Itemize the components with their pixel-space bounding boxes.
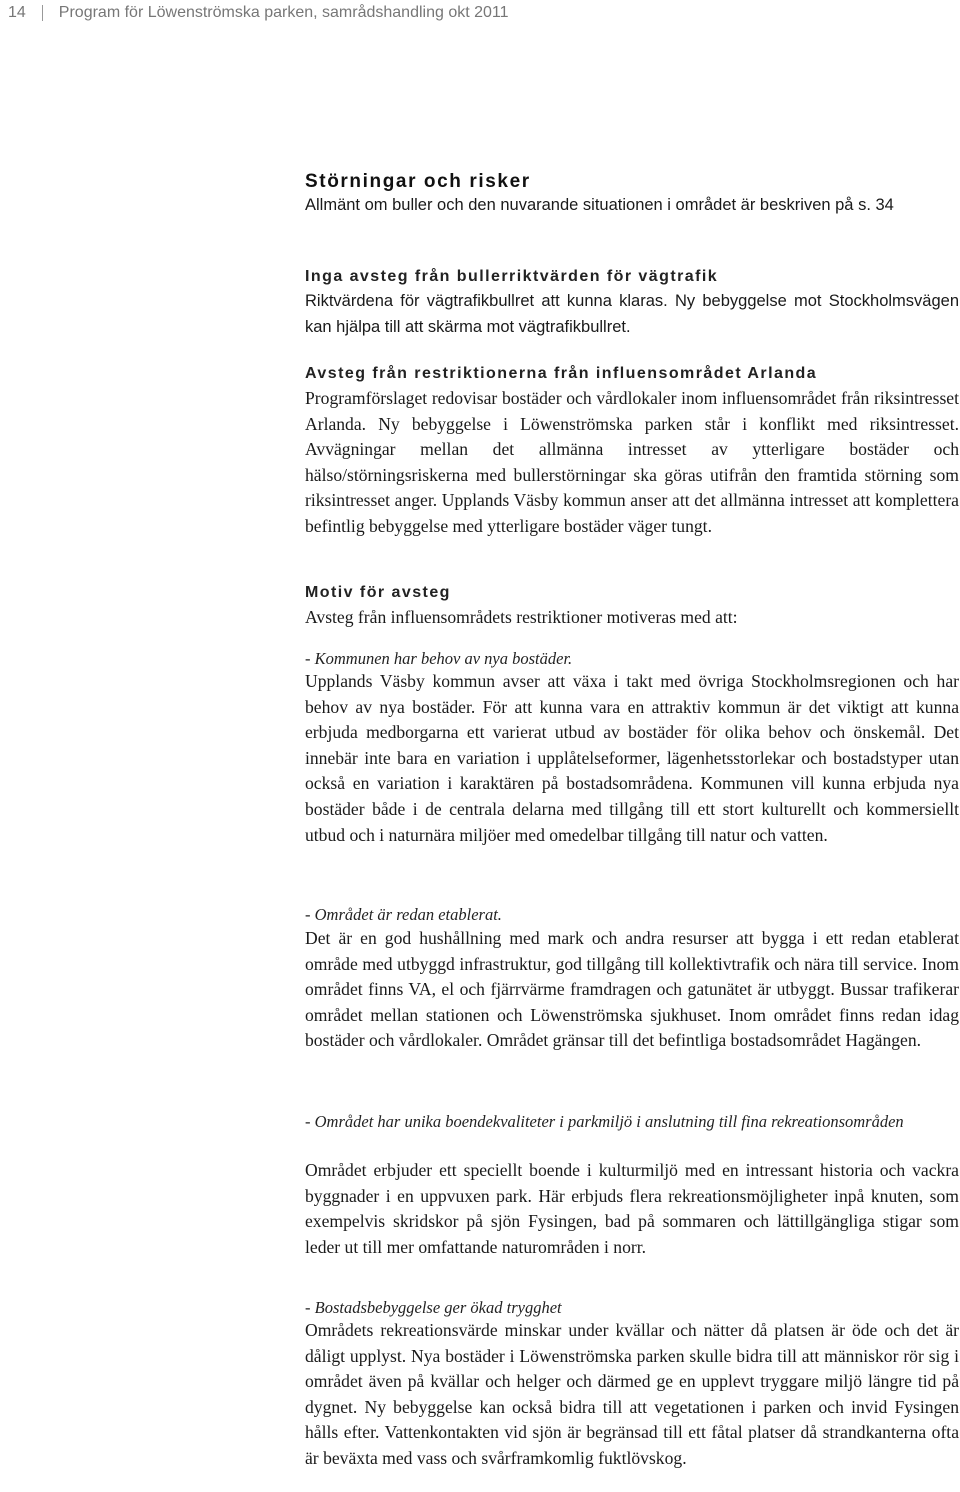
section-intro: Allmänt om buller och den nuvarande situationen i området är beskriven på s. 34 [305,196,894,214]
header-divider [42,5,43,21]
page-header [8,0,509,26]
point-title: - Området är redan etablerat. [305,905,502,924]
motiv-text: Avsteg från influensområdets restriktioner motiveras med att: [305,607,738,627]
arlanda-text: Programförslaget redovisar bostäder och vårdlokaler inom influensområdet från riksintresset Arlanda. Ny bebyggelse i Löwenströmska parken står i konflikt med riksintresset. Avvägningar mellan det allmänna intresset av ytterligare bostäder och hälso/störningsriskerna med bullerstörningar ska göras utifrån den framtida störning som riksintresset anger. Upplands Väsby kommun anser att det allmänna intresset att komplettera befintlig bebyggelse med ytterligare bostäder väger tungt. [305,388,959,536]
point-title: - Området har unika boendekvaliteter i parkmiljö i anslutning till fina rekreationsområden [305,1112,904,1131]
page-number: 14 [8,4,26,21]
section-heading: Störningar och risker [305,171,531,192]
point-text: Områdets rekreationsvärde minskar under kvällar och nätter då platsen är öde och det är dåligt upplyst. Nya bostäder i Löwenströmska parken skulle bidra till att människor rör sig i området även på kvällar och helger och därmed ge en upplevt tryggare miljö längre tid på dygnet. Ny bebyggelse kan också bidra till att vegetationen i parken och invid Fysingen hålls efter. Vattenkontakten vid sjön är begränsad till ett fåtal platser då strandkanterna ofta är beväxta med vass och svårframkomlig fuktlövskog. [305,1320,959,1468]
document-title: Program för Löwenströmska parken, samrådshandling okt 2011 [58,4,509,21]
traffic-text: Riktvärdena för vägtrafikbullret att kunna klaras. Ny bebyggelse mot Stockholmsvägen kan hjälpa till att skärma mot vägtrafikbullret. [305,292,959,336]
point-text: Området erbjuder ett speciellt boende i kulturmiljö med en intressant historia och vackra byggnader i en uppvuxen park. Här erbjuds flera rekreationsmöjligheter inpå knuten, som exempelvis skridskor på sjön Fysingen, bad på sommaren och lättillgängliga stigar som leder ut till mer omfattande naturområden i norr. [305,1160,959,1257]
point-text: Upplands Väsby kommun avser att växa i takt med övriga Stockholmsregionen och har behov av nya bostäder. För att kunna vara en attraktiv kommun är det viktigt att kunna erbjuda medborgarna ett varierat utbud av bostäder för olika behov och önskemål. Det innebär inte bara en variation i upplåtelseformer, lägenhetsstorlekar och bostadstyper utan också en variation i karaktären på bostadsområdena. Kommunen vill kunna erbjuda nya bostäder både i de centrala delarna med tillgång till ett stort kulturellt och kommersiellt utbud och i naturnära miljöer med omedelbar tillgång till natur och vatten. [305,671,959,845]
point-title: - Bostadsbebyggelse ger ökad trygghet [305,1298,562,1317]
motiv-heading: Motiv för avsteg [305,584,451,601]
point-text: Det är en god hushållning med mark och andra resurser att bygga i ett redan etablerat område med utbyggd infrastruktur, god tillgång till kollektivtrafik och nära till service. Inom området finns VA, el och fjärrvärme framdragen och gatunätet är utbyggt. Bussar trafikerar området mellan stationen och Löwenströmska sjukhuset. Inom området finns redan idag bostäder och vårdlokaler. Området gränsar till det befintliga bostadsområdet Hagängen. [305,928,959,1051]
point-title: - Kommunen har behov av nya bostäder. [305,649,573,668]
traffic-heading: Inga avsteg från bullerriktvärden för vägtrafik [305,268,719,285]
arlanda-heading: Avsteg från restriktionerna från influensområdet Arlanda [305,365,818,382]
